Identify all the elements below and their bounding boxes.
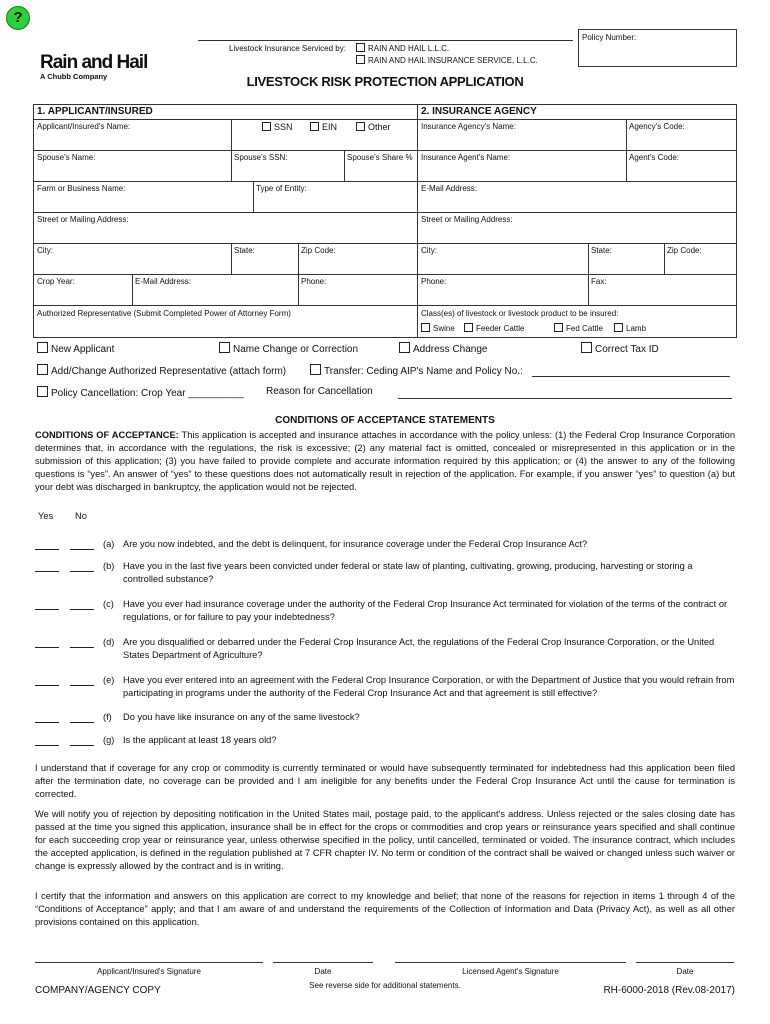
address-change-option[interactable]: Address Change [399, 342, 488, 355]
yes-blank[interactable] [35, 722, 59, 723]
authorized-rep-field[interactable]: Authorized Representative (Submit Completed Power of Attorney Form) [37, 309, 291, 318]
agency-email-field[interactable]: E-Mail Address: [421, 184, 478, 193]
applicant-city-field[interactable]: City: [37, 246, 53, 255]
crop-year-field[interactable]: Crop Year: [37, 277, 75, 286]
name-change-option[interactable]: Name Change or Correction [219, 342, 358, 355]
agent-signature-label: Licensed Agent's Signature [462, 967, 559, 976]
transfer-option[interactable]: Transfer: Ceding AIP's Name and Policy No.: [310, 364, 523, 377]
agent-date-label: Date [676, 967, 694, 976]
agent-name-field[interactable]: Insurance Agent's Name: [421, 153, 511, 162]
spouse-name-field[interactable]: Spouse's Name: [37, 153, 96, 162]
yes-column-label: Yes [38, 511, 54, 521]
agent-signature-line[interactable] [395, 962, 626, 963]
checkbox-icon[interactable] [262, 122, 271, 131]
yes-blank[interactable] [35, 571, 59, 572]
row-rule [34, 274, 736, 275]
serviced-option-1[interactable]: RAIN AND HAIL L.L.C. [356, 43, 449, 54]
checkbox-icon[interactable] [310, 122, 319, 131]
applicant-name-field[interactable]: Applicant/Insured's Name: [37, 122, 131, 131]
transfer-input-line[interactable] [532, 376, 730, 377]
cell-rule [231, 243, 232, 274]
no-blank[interactable] [70, 571, 94, 572]
ein-option[interactable]: EIN [310, 122, 337, 132]
cell-rule [588, 243, 589, 305]
class-swine-option[interactable]: Swine [421, 323, 455, 333]
agency-zip-field[interactable]: Zip Code: [667, 246, 702, 255]
correct-tax-id-option[interactable]: Correct Tax ID [581, 342, 659, 355]
row-rule [34, 119, 736, 120]
farm-name-field[interactable]: Farm or Business Name: [37, 184, 126, 193]
checkbox-icon[interactable] [37, 364, 48, 375]
row-rule [34, 181, 736, 182]
agency-heading: 2. INSURANCE AGENCY [421, 106, 537, 117]
applicant-signature-line[interactable] [35, 962, 263, 963]
cell-rule [231, 119, 232, 150]
applicant-phone-field[interactable]: Phone: [301, 277, 327, 286]
agency-fax-field[interactable]: Fax: [591, 277, 607, 286]
cell-rule [231, 150, 232, 181]
livestock-classes-label: Class(es) of livestock or livestock product to be insured: [421, 309, 619, 318]
no-blank[interactable] [70, 549, 94, 550]
row-rule [34, 305, 736, 306]
yes-blank[interactable] [35, 685, 59, 686]
help-icon[interactable]: ? [6, 6, 30, 30]
agency-city-field[interactable]: City: [421, 246, 437, 255]
checkbox-icon[interactable] [37, 342, 48, 353]
checkbox-icon[interactable] [399, 342, 410, 353]
form-title: LIVESTOCK RISK PROTECTION APPLICATION [246, 74, 524, 89]
cell-rule [253, 181, 254, 212]
applicant-agency-grid [33, 104, 737, 338]
agency-street-field[interactable]: Street or Mailing Address: [421, 215, 513, 224]
no-blank[interactable] [70, 609, 94, 610]
logo-main-text: Rain and Hail [40, 52, 148, 73]
certification-paragraph: I certify that the information and answers on this application are correct to my knowledge and belief; that none of the reasons for rejection in items 1 through 4 of the “Conditions of Acceptance” apply; and that I am aware of and understand the requirements of the Collection of Information and Data (Privacy Act), as well as all other provisions contained on this application. [35, 891, 735, 927]
serviced-by-rule [198, 40, 573, 41]
reason-input-line[interactable] [398, 398, 732, 399]
checkbox-icon[interactable] [219, 342, 230, 353]
applicant-date-line[interactable] [273, 962, 373, 963]
rejection-paragraph: We will notify you of rejection by depositing notification in the United States mail, postage paid, to the applicant's address. Unless rejected or the sales closing date has passed at the time you signed this application, insurance shall be in effect for the crops or commodities and crop years or reinsurance years specified and shall continue for each succeeding crop year or reinsurance year, unless otherwise specified in the policy, until cancelled, terminated or voided. The insurance contract, which includes the accepted application, is defined in the regulation published at 7 CFR chapter IV. No term or condition of the contract shall be waived or changed unless such waiver or change is expressly allowed by the contract and is in writing. [35, 809, 735, 871]
cell-rule [298, 243, 299, 305]
new-applicant-option[interactable]: New Applicant [37, 342, 114, 355]
termination-paragraph: I understand that if coverage for any crop or commodity is currently terminated or would have subsequently terminated for indebtedness had this application been filed after the termination date, no coverage can be provided and I am ineligible for any benefits under the Federal Crop Insurance Act until the cause for termination is corrected. [35, 763, 735, 799]
class-feeder-cattle-option[interactable]: Feeder Cattle [464, 323, 524, 333]
no-blank[interactable] [70, 647, 94, 648]
spouse-ssn-field[interactable]: Spouse's SSN: [234, 153, 288, 162]
policy-number-label: Policy Number: [582, 33, 637, 42]
cell-rule [132, 274, 133, 305]
reverse-side-note: See reverse side for additional statements. [309, 981, 461, 990]
row-rule [34, 150, 736, 151]
applicant-date-label: Date [314, 967, 332, 976]
checkbox-icon[interactable] [464, 323, 473, 332]
serviced-option-2[interactable]: RAIN AND HAIL INSURANCE SERVICE, L.L.C. [356, 55, 538, 66]
no-column-label: No [75, 511, 87, 521]
copy-label: COMPANY/AGENCY COPY [35, 985, 161, 996]
entity-type-field[interactable]: Type of Entity: [256, 184, 307, 193]
applicant-street-field[interactable]: Street or Mailing Address: [37, 215, 129, 224]
checkbox-icon[interactable] [421, 323, 430, 332]
agent-code-field[interactable]: Agent's Code: [629, 153, 680, 162]
applicant-email-field[interactable]: E-Mail Address: [135, 277, 192, 286]
ssn-option[interactable]: SSN [262, 122, 293, 132]
checkbox-icon[interactable] [310, 364, 321, 375]
cell-rule [626, 119, 627, 181]
applicant-heading: 1. APPLICANT/INSURED [37, 106, 153, 117]
agent-date-line[interactable] [636, 962, 734, 963]
applicant-state-field[interactable]: State: [234, 246, 255, 255]
yes-blank[interactable] [35, 609, 59, 610]
checkbox-icon[interactable] [356, 55, 365, 64]
class-lamb-option[interactable]: Lamb [614, 323, 646, 333]
applicant-signature-label: Applicant/Insured's Signature [97, 967, 201, 976]
other-option[interactable]: Other [356, 122, 391, 132]
checkbox-icon[interactable] [37, 386, 48, 397]
yes-blank[interactable] [35, 647, 59, 648]
yes-blank[interactable] [35, 549, 59, 550]
cell-rule [664, 243, 665, 274]
policy-cancellation-option[interactable]: Policy Cancellation: Crop Year __________ [37, 386, 244, 399]
add-rep-option[interactable]: Add/Change Authorized Representative (attach form) [37, 364, 286, 377]
policy-number-field[interactable] [578, 29, 737, 67]
no-blank[interactable] [70, 685, 94, 686]
cell-rule [344, 150, 345, 181]
agency-phone-field[interactable]: Phone: [421, 277, 447, 286]
logo-sub-text: A Chubb Company [40, 72, 108, 81]
row-rule [34, 212, 736, 213]
reason-cancellation-label: Reason for Cancellation [266, 386, 373, 397]
checkbox-icon[interactable] [356, 122, 365, 131]
conditions-intro: CONDITIONS OF ACCEPTANCE: This application is accepted and insurance attaches in accordance with the policy unless: (1) the Federal Crop Insurance Corporation determines that, in accordance with the regulations, the risk is excessive; (2) any material fact is omitted, concealed or misrepresented in this application or in the submission of this application; (3) you have failed to provide complete and accurate information required by this application; or (4) the answer to any of the following questions is “yes”. An answer of “yes” to these questions does not automatically result in rejection of the application. For example, if you answer “yes” to question (a) but your debt was discharged in bankruptcy, the application would not be rejected. [35, 430, 735, 492]
conditions-title: CONDITIONS OF ACCEPTANCE STATEMENTS [275, 415, 495, 426]
form-number: RH-6000-2018 (Rev.08-2017) [603, 985, 735, 996]
serviced-by-label: Livestock Insurance Serviced by: [229, 44, 346, 53]
spouse-share-field[interactable]: Spouse's Share % [347, 153, 413, 162]
agency-code-field[interactable]: Agency's Code: [629, 122, 685, 131]
no-blank[interactable] [70, 722, 94, 723]
checkbox-icon[interactable] [581, 342, 592, 353]
yes-blank[interactable] [35, 745, 59, 746]
applicant-zip-field[interactable]: Zip Code: [301, 246, 336, 255]
row-rule [34, 243, 736, 244]
class-fed-cattle-option[interactable]: Fed Cattle [554, 323, 603, 333]
checkbox-icon[interactable] [554, 323, 563, 332]
checkbox-icon[interactable] [614, 323, 623, 332]
center-divider [417, 105, 418, 337]
no-blank[interactable] [70, 745, 94, 746]
agency-state-field[interactable]: State: [591, 246, 612, 255]
agency-name-field[interactable]: Insurance Agency's Name: [421, 122, 516, 131]
checkbox-icon[interactable] [356, 43, 365, 52]
